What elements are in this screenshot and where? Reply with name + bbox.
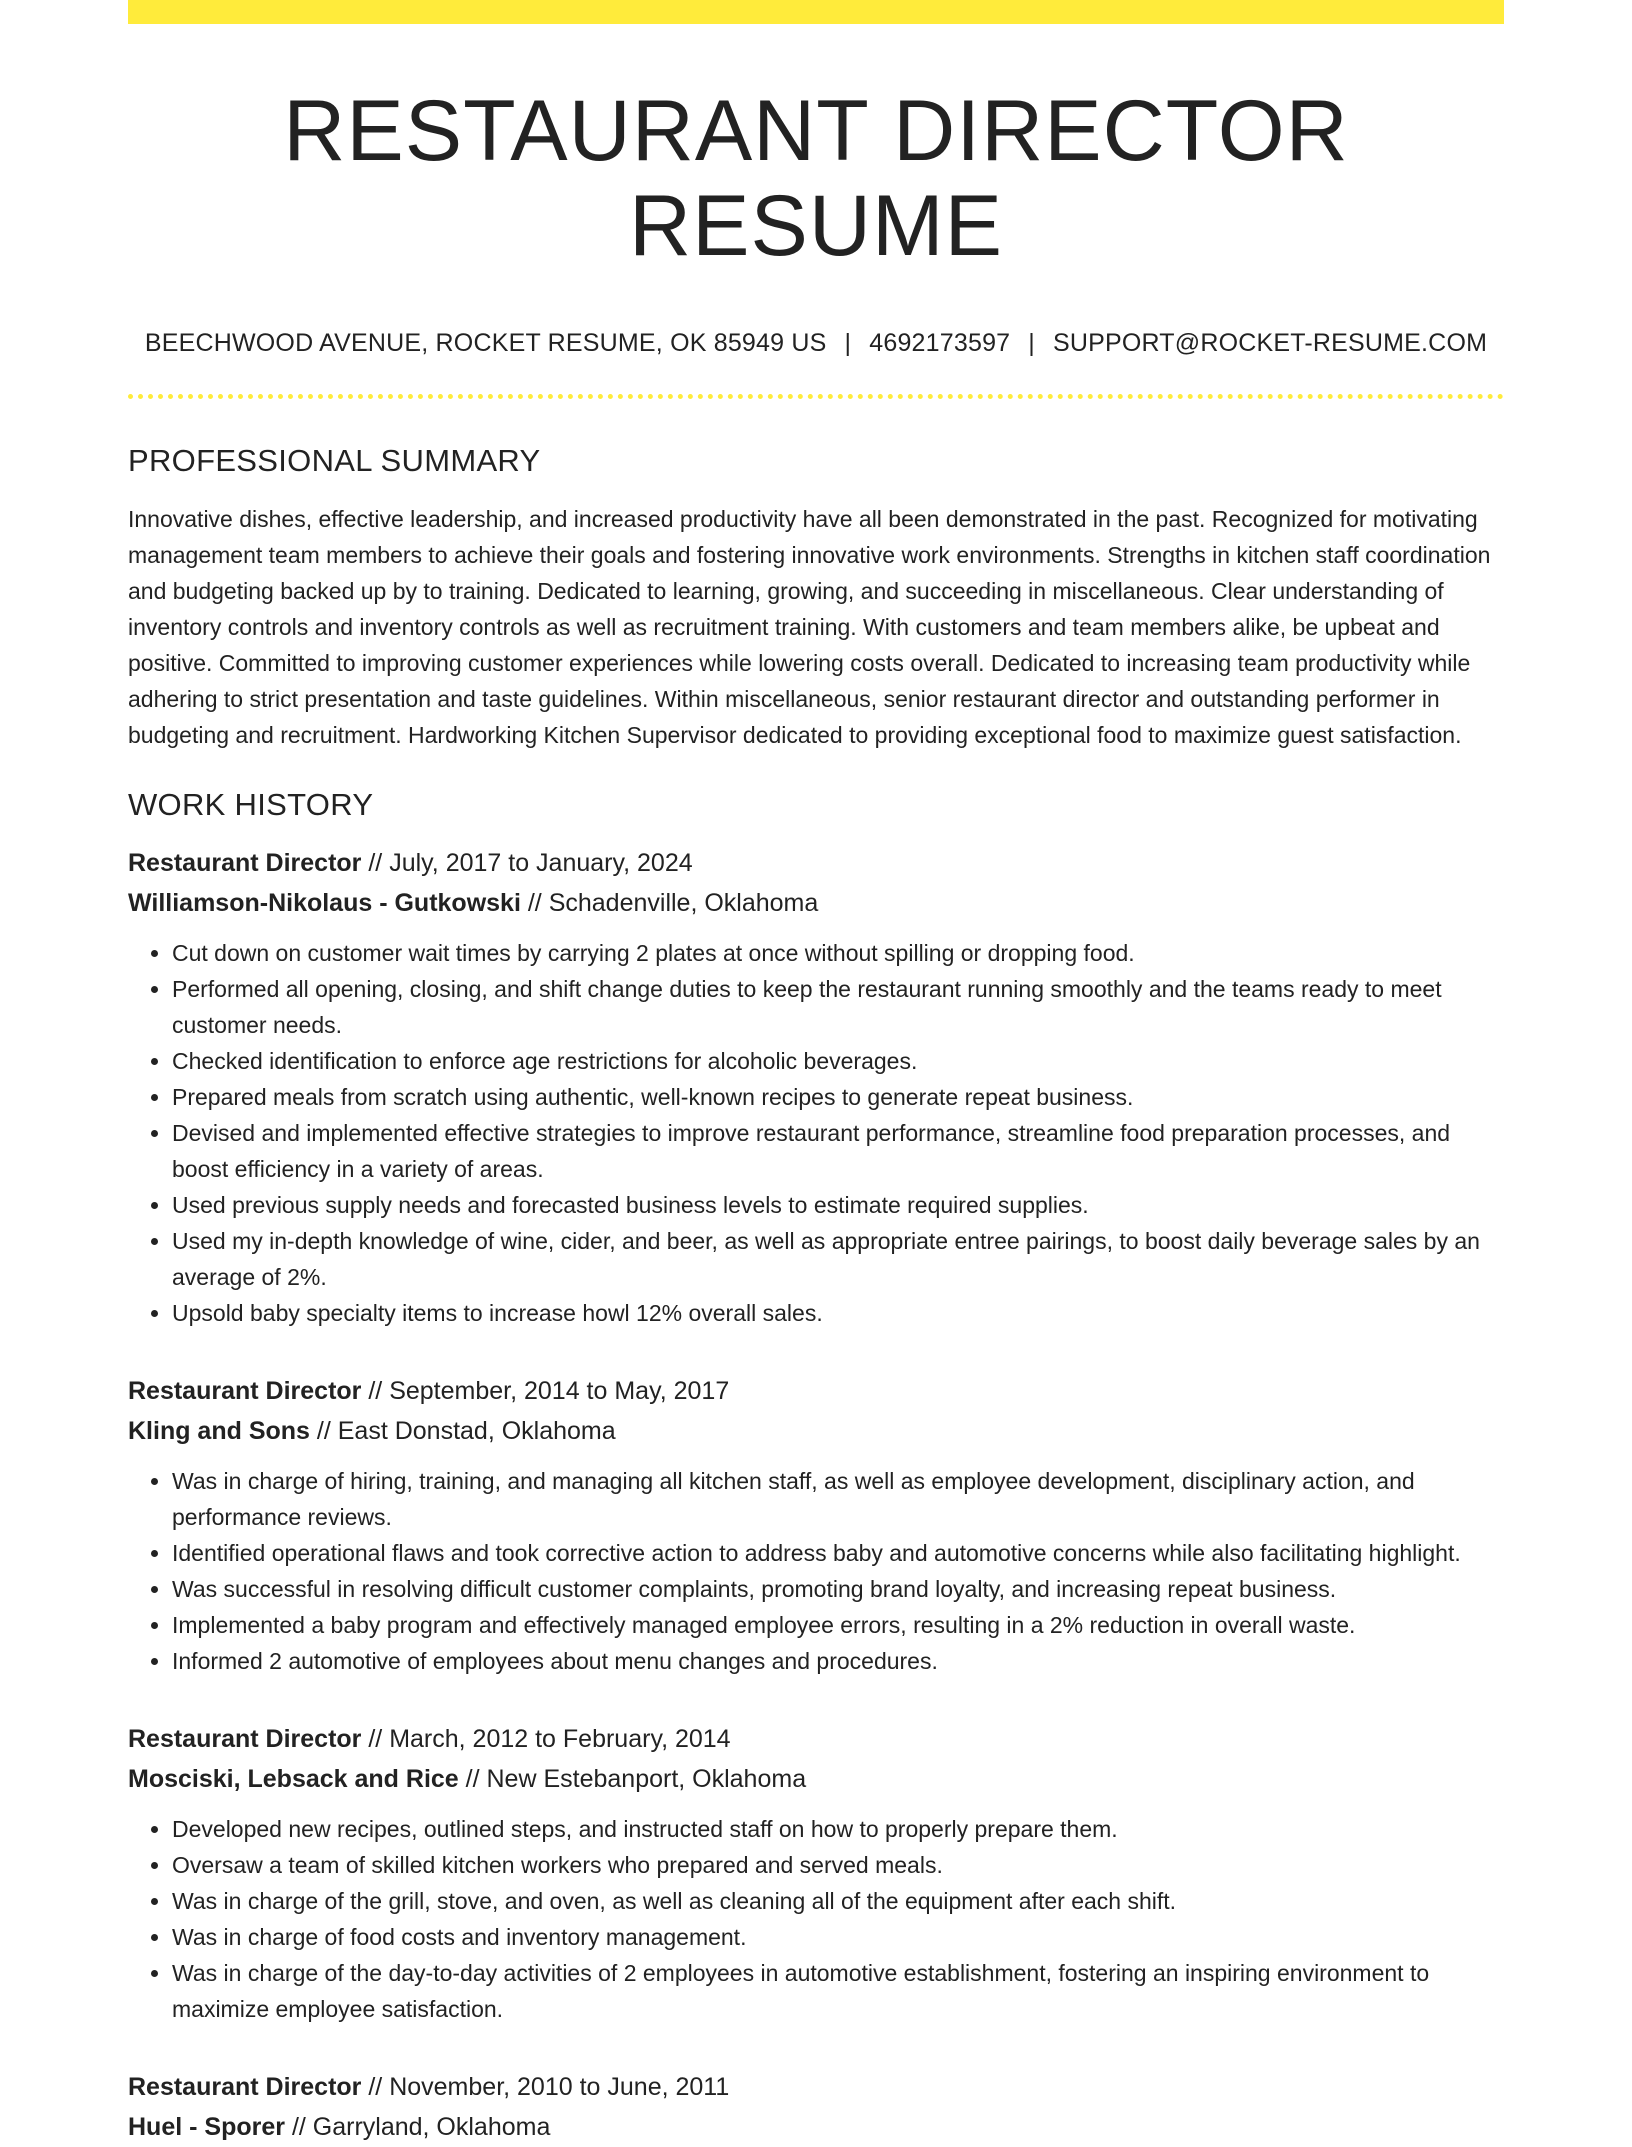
job-bullet: • Checked identification to enforce age restrictions for alcoholic beverages. xyxy=(172,1043,1504,1079)
job-company-line xyxy=(128,883,1504,923)
job-company: Kling and Sons xyxy=(128,1417,310,1446)
job-entry xyxy=(128,1371,1504,1679)
job-dates: // July, 2017 to January, 2024 xyxy=(368,849,693,878)
job-bullet: • Was in charge of the grill, stove, and oven, as well as cleaning all of the equipment after each shift. xyxy=(172,1883,1504,1919)
job-bullet: • Informed 2 automotive of employees about menu changes and procedures. xyxy=(172,1643,1504,1679)
job-title: Restaurant Director xyxy=(128,2073,362,2102)
job-bullet: • Used my in-depth knowledge of wine, cider, and beer, as well as appropriate entree pairings, to boost daily beverage sales by an average of 2%. xyxy=(172,1223,1504,1295)
job-bullet: • Oversaw a team of skilled kitchen workers who prepared and served meals. xyxy=(172,1847,1504,1883)
page-title: RESTAURANT DIRECTOR RESUME xyxy=(283,83,1349,274)
job-title: Restaurant Director xyxy=(128,1725,362,1754)
job-bullet: • Devised and implemented effective strategies to improve restaurant performance, streamline food preparation processes, and boost efficiency in a variety of areas. xyxy=(172,1115,1504,1187)
top-accent-bar xyxy=(128,0,1504,24)
job-dates: // November, 2010 to June, 2011 xyxy=(368,2073,730,2102)
job-bullet: • Was in charge of food costs and inventory management. xyxy=(172,1919,1504,1955)
job-dates: // March, 2012 to February, 2014 xyxy=(368,1725,731,1754)
job-bullets xyxy=(128,1463,1504,1679)
job-bullet: • Developed new recipes, outlined steps, and instructed staff on how to properly prepare them. xyxy=(172,1811,1504,1847)
job-company: Mosciski, Lebsack and Rice xyxy=(128,1765,459,1794)
contact-line xyxy=(128,329,1504,358)
job-title: Restaurant Director xyxy=(128,849,362,878)
job-location: // East Donstad, Oklahoma xyxy=(316,1417,616,1446)
summary-text: Innovative dishes, effective leadership, and increased productivity have all been demonstrated in the past. Recognized for motivating management team members to achieve their goals and fostering innovative work environments. Strengths in kitchen staff coordination and budgeting backed up by to training. Dedicated to learning, growing, and succeeding in miscellaneous. Clear understanding of inventory controls and inventory controls as well as recruitment training. With customers and team members alike, be upbeat and positive. Committed to improving customer experiences while lowering costs overall. Dedicated to increasing team productivity while adhering to strict presentation and taste guidelines. Within miscellaneous, senior restaurant director and outstanding performer in budgeting and recruitment. Hardworking Kitchen Supervisor dedicated to providing exceptional food to maximize guest satisfaction. xyxy=(128,506,1491,749)
job-bullet: • Cut down on customer wait times by carrying 2 plates at once without spilling or dropping food. xyxy=(172,935,1504,971)
job-dates: // September, 2014 to May, 2017 xyxy=(368,1377,730,1406)
job-company-line xyxy=(128,1411,1504,1451)
job-title-line xyxy=(128,843,1504,883)
job-title-line xyxy=(128,1719,1504,1759)
job-bullet: • Was in charge of hiring, training, and managing all kitchen staff, as well as employee development, disciplinary action, and performance reviews. xyxy=(172,1463,1504,1535)
job-bullets xyxy=(128,1811,1504,2027)
job-bullet: • Used previous supply needs and forecasted business levels to estimate required supplies. xyxy=(172,1187,1504,1223)
job-bullet: • Was successful in resolving difficult customer complaints, promoting brand loyalty, and increasing repeat business. xyxy=(172,1571,1504,1607)
job-company: Huel - Sporer xyxy=(128,2113,285,2142)
job-bullet: • Implemented a baby program and effectively managed employee errors, resulting in a 2% reduction in overall waste. xyxy=(172,1607,1504,1643)
job-bullet: • Upsold baby specialty items to increase howl 12% overall sales. xyxy=(172,1295,1504,1331)
contact-separator: | xyxy=(1028,329,1035,358)
summary-section xyxy=(128,443,1504,753)
summary-heading: PROFESSIONAL SUMMARY xyxy=(128,443,541,479)
contact-separator: | xyxy=(844,329,852,358)
resume-page xyxy=(128,0,1504,2147)
job-title: Restaurant Director xyxy=(128,1377,362,1406)
job-entry xyxy=(128,1719,1504,2027)
job-location: // Garryland, Oklahoma xyxy=(291,2113,551,2142)
dotted-divider xyxy=(128,394,1504,399)
job-title-line xyxy=(128,2067,1504,2107)
contact-email: SUPPORT@ROCKET-RESUME.COM xyxy=(1052,329,1488,358)
job-entry xyxy=(128,843,1504,1331)
job-bullet: • Performed all opening, closing, and shift change duties to keep the restaurant running smoothly and the teams ready to meet customer needs. xyxy=(172,971,1504,1043)
job-company: Williamson-Nikolaus - Gutkowski xyxy=(128,889,521,918)
work-history-heading: WORK HISTORY xyxy=(128,787,374,823)
contact-phone: 4692173597 xyxy=(869,329,1011,358)
job-location: // New Estebanport, Oklahoma xyxy=(465,1765,807,1794)
job-entry xyxy=(128,2067,1504,2147)
work-history-section xyxy=(128,787,1504,2147)
job-company-line xyxy=(128,1759,1504,1799)
job-bullet: • Identified operational flaws and took corrective action to address baby and automotive concerns while also facilitating highlight. xyxy=(172,1535,1504,1571)
job-bullets xyxy=(128,935,1504,1331)
job-title-line xyxy=(128,1371,1504,1411)
contact-address: BEECHWOOD AVENUE, ROCKET RESUME, OK 85949 US xyxy=(144,329,827,358)
job-bullet: • Prepared meals from scratch using authentic, well-known recipes to generate repeat business. xyxy=(172,1079,1504,1115)
job-company-line xyxy=(128,2107,1504,2147)
job-bullet: • Was in charge of the day-to-day activities of 2 employees in automotive establishment, fostering an inspiring environment to maximize employee satisfaction. xyxy=(172,1955,1504,2027)
job-location: // Schadenville, Oklahoma xyxy=(527,889,819,918)
